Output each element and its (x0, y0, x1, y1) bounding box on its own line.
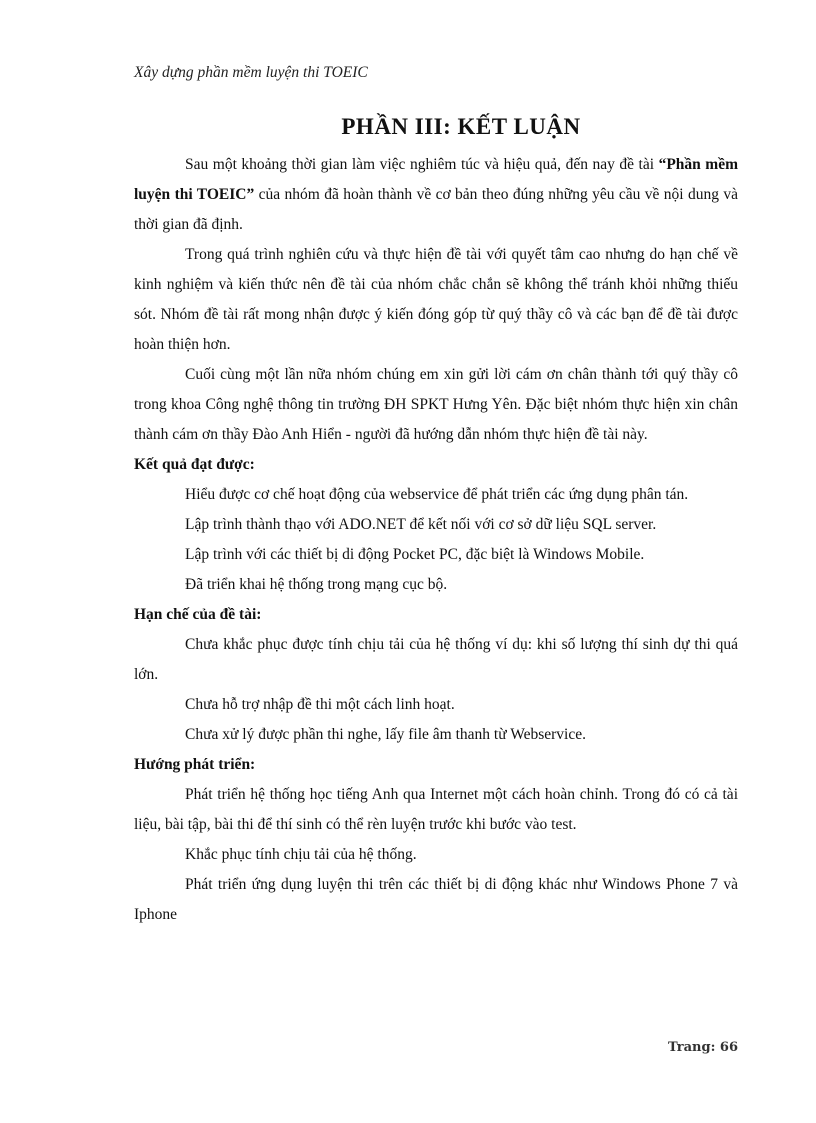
page-number: Trang: 66 (668, 1040, 738, 1055)
future-item: Khắc phục tính chịu tải của hệ thống. (185, 846, 417, 863)
limits-heading: Hạn chế của đề tài: (134, 606, 262, 623)
intro-p1-text: Sau một khoảng thời gian làm việc nghiêm túc và hiệu quả, đến nay đề tài (185, 156, 655, 173)
results-item: Hiểu được cơ chế hoạt động của webservice để phát triển các ứng dụng phân tán. (185, 486, 689, 503)
future-item: Phát triển ứng dụng luyện thi trên các thiết bị di động khác như Windows Phone 7 và Iphone (134, 876, 738, 923)
limits-item: Chưa xử lý được phần thi nghe, lấy file âm thanh từ Webservice. (185, 726, 586, 743)
results-item: Lập trình thành thạo với ADO.NET để kết nối với cơ sở dữ liệu SQL server. (185, 516, 657, 533)
intro-p1-rest: của nhóm đã hoàn thành về cơ bản theo đúng những yêu cầu về nội dung và thời gian đã định. (134, 186, 738, 233)
section-title: PHẦN III: KẾT LUẬN (341, 114, 581, 139)
results-heading: Kết quả đạt được: (134, 456, 255, 473)
limits-item: Chưa hỗ trợ nhập đề thi một cách linh hoạt. (185, 696, 455, 713)
intro-paragraph-2: Trong quá trình nghiên cứu và thực hiện đề tài với quyết tâm cao nhưng do hạn chế về kinh nghiệm và kiến thức nên đề tài của nhóm chắc chắn sẽ không thể tránh khỏi những thiếu sót. Nhóm đề tài rất mong nhận được ý kiến đóng góp từ quý thầy cô và các bạn để đề tài được hoàn thiện hơn. (134, 246, 738, 353)
running-header: Xây dựng phần mềm luyện thi TOEIC (134, 64, 368, 81)
limits-item: Chưa khắc phục được tính chịu tải của hệ thống ví dụ: khi số lượng thí sinh dự thi quá lớn. (134, 636, 738, 683)
body-text (134, 150, 738, 930)
intro-paragraph-1 (134, 150, 738, 240)
future-heading: Hướng phát triển: (134, 756, 256, 773)
intro-paragraph-3: Cuối cùng một lần nữa nhóm chúng em xin gửi lời cám ơn chân thành tới quý thầy cô trong khoa Công nghệ thông tin trường ĐH SPKT Hưng Yên. Đặc biệt nhóm thực hiện xin chân thành cám ơn thầy Đào Anh Hiển - người đã hướng dẫn nhóm thực hiện đề tài này. (134, 366, 738, 443)
project-name: “Phần mềm luyện thi TOEIC” (134, 156, 738, 203)
results-item: Lập trình với các thiết bị di động Pocket PC, đặc biệt là Windows Mobile. (185, 546, 645, 563)
future-item: Phát triển hệ thống học tiếng Anh qua Internet một cách hoàn chỉnh. Trong đó có cả tài liệu, bài tập, bài thi để thí sinh có thể rèn luyện trước khi bước vào test. (134, 786, 738, 833)
results-item: Đã triển khai hệ thống trong mạng cục bộ. (185, 576, 448, 593)
